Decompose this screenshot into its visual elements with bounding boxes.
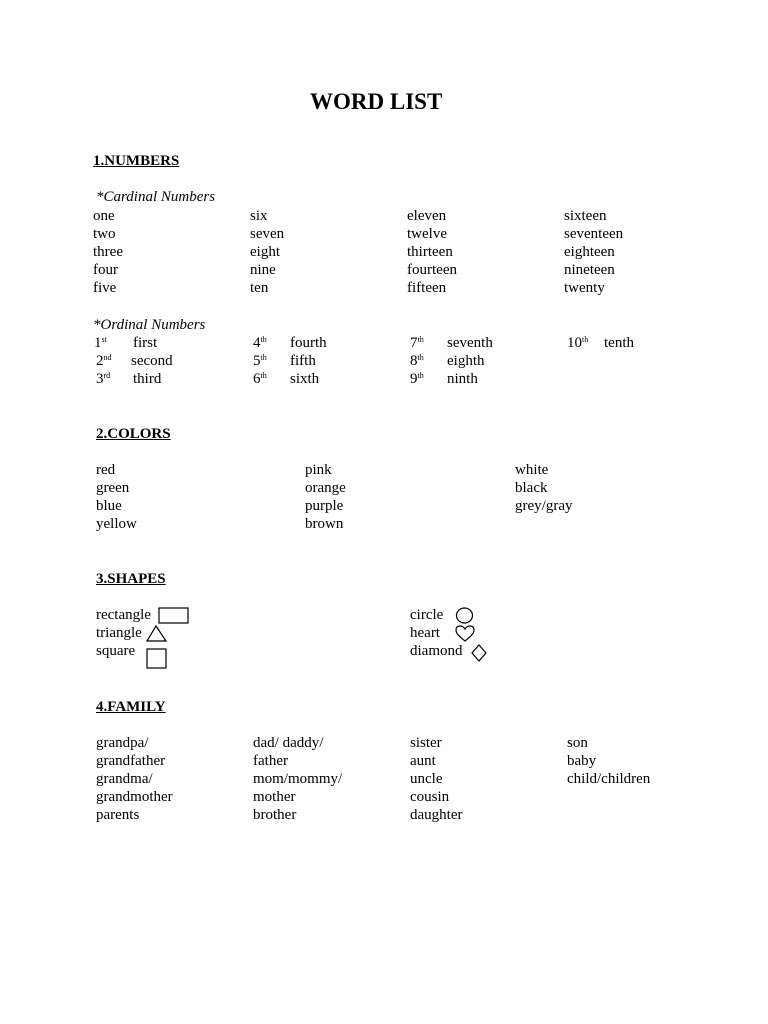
section-heading-colors: 2.COLORS	[96, 426, 171, 442]
list-item: two	[93, 226, 116, 242]
list-item: three	[93, 244, 123, 260]
ordinal-word: ninth	[447, 371, 478, 387]
ordinal-word: seventh	[447, 335, 493, 351]
list-item: red	[96, 462, 116, 478]
list-item: twelve	[407, 226, 447, 242]
list-item: grandma/	[96, 771, 153, 787]
ordinal-word: fifth	[290, 353, 316, 369]
colors-column-3	[515, 461, 572, 515]
shape-label-diamond: diamond	[410, 643, 463, 659]
list-item: aunt	[410, 753, 436, 769]
triangle-icon	[146, 625, 168, 643]
ordinal-word: fourth	[290, 335, 327, 351]
list-item: nine	[250, 262, 276, 278]
list-item: six	[250, 208, 268, 224]
ordinal-word: sixth	[290, 371, 320, 387]
family-column-1	[96, 734, 173, 824]
section-heading-numbers: 1.NUMBERS	[93, 153, 180, 169]
ordinal-word: second	[131, 353, 173, 369]
list-item: cousin	[410, 789, 450, 805]
list-item: eleven	[407, 208, 447, 224]
shape-label-heart: heart	[410, 625, 440, 641]
ordinal-numbers-label: *Ordinal Numbers	[93, 317, 206, 333]
page-title: WORD LIST	[310, 89, 443, 114]
list-item: grey/gray	[515, 498, 573, 514]
colors-column-1	[96, 461, 137, 533]
list-item: daughter	[410, 807, 463, 823]
list-item: sister	[410, 735, 442, 751]
ordinal-number: 9th	[410, 371, 424, 387]
ordinal-number: 2nd	[96, 353, 112, 369]
list-item: twenty	[564, 280, 605, 296]
circle-icon	[455, 607, 475, 625]
list-item: ten	[250, 280, 269, 296]
list-item: yellow	[96, 516, 137, 532]
ordinal-number: 7th	[410, 335, 424, 351]
list-item: brother	[253, 807, 297, 823]
list-item: grandmother	[96, 789, 173, 805]
list-item: green	[96, 480, 130, 496]
list-item: orange	[305, 480, 346, 496]
list-item: fifteen	[407, 280, 447, 296]
family-column-4	[567, 734, 650, 788]
section-heading-shapes: 3.SHAPES	[96, 571, 166, 587]
cardinal-numbers-label: *Cardinal Numbers	[96, 189, 216, 205]
ordinal-word: third	[133, 371, 162, 387]
list-item: son	[567, 735, 588, 751]
list-item: seven	[250, 226, 285, 242]
list-item: one	[93, 208, 115, 224]
shape-label-rectangle: rectangle	[96, 607, 151, 623]
list-item: five	[93, 280, 117, 296]
ordinal-number: 1st	[94, 335, 107, 351]
section-heading-family: 4.FAMILY	[96, 699, 166, 715]
shape-label-square: square	[96, 643, 136, 659]
list-item: eight	[250, 244, 280, 260]
list-item: sixteen	[564, 208, 607, 224]
ordinal-number: 4th	[253, 335, 267, 351]
list-item: mom/mommy/	[253, 771, 343, 787]
ordinal-word: eighth	[447, 353, 485, 369]
cardinal-column-2	[250, 207, 284, 297]
colors-column-2	[305, 461, 346, 533]
diamond-icon	[470, 644, 488, 662]
list-item: purple	[305, 498, 344, 514]
cardinal-column-3	[407, 207, 457, 297]
ordinal-number: 8th	[410, 353, 424, 369]
list-item: grandpa/	[96, 735, 149, 751]
list-item: dad/ daddy/	[253, 735, 324, 751]
list-item: father	[253, 753, 288, 769]
cardinal-column-1	[93, 207, 123, 297]
ordinal-number: 5th	[253, 353, 267, 369]
list-item: fourteen	[407, 262, 457, 278]
family-column-3	[410, 734, 462, 824]
square-icon	[146, 648, 168, 670]
list-item: eighteen	[564, 244, 615, 260]
list-item: blue	[96, 498, 122, 514]
list-item: pink	[305, 462, 332, 478]
list-item: grandfather	[96, 753, 166, 769]
heart-icon	[455, 625, 475, 643]
ordinal-number: 6th	[253, 371, 267, 387]
list-item: parents	[96, 807, 140, 823]
shape-label-circle: circle	[410, 607, 444, 623]
ordinal-word: tenth	[604, 335, 634, 351]
list-item: white	[515, 462, 549, 478]
ordinal-number: 3rd	[96, 371, 111, 387]
family-column-2	[253, 734, 342, 824]
ordinal-number: 10th	[567, 335, 589, 351]
list-item: thirteen	[407, 244, 453, 260]
list-item: child/children	[567, 771, 651, 787]
list-item: seventeen	[564, 226, 624, 242]
list-item: mother	[253, 789, 296, 805]
ordinal-word: first	[133, 335, 158, 351]
cardinal-column-4	[564, 207, 623, 297]
list-item: nineteen	[564, 262, 615, 278]
list-item: brown	[305, 516, 344, 532]
list-item: black	[515, 480, 548, 496]
list-item: uncle	[410, 771, 443, 787]
list-item: baby	[567, 753, 597, 769]
shape-label-triangle: triangle	[96, 625, 142, 641]
rectangle-icon	[158, 607, 190, 625]
list-item: four	[93, 262, 118, 278]
